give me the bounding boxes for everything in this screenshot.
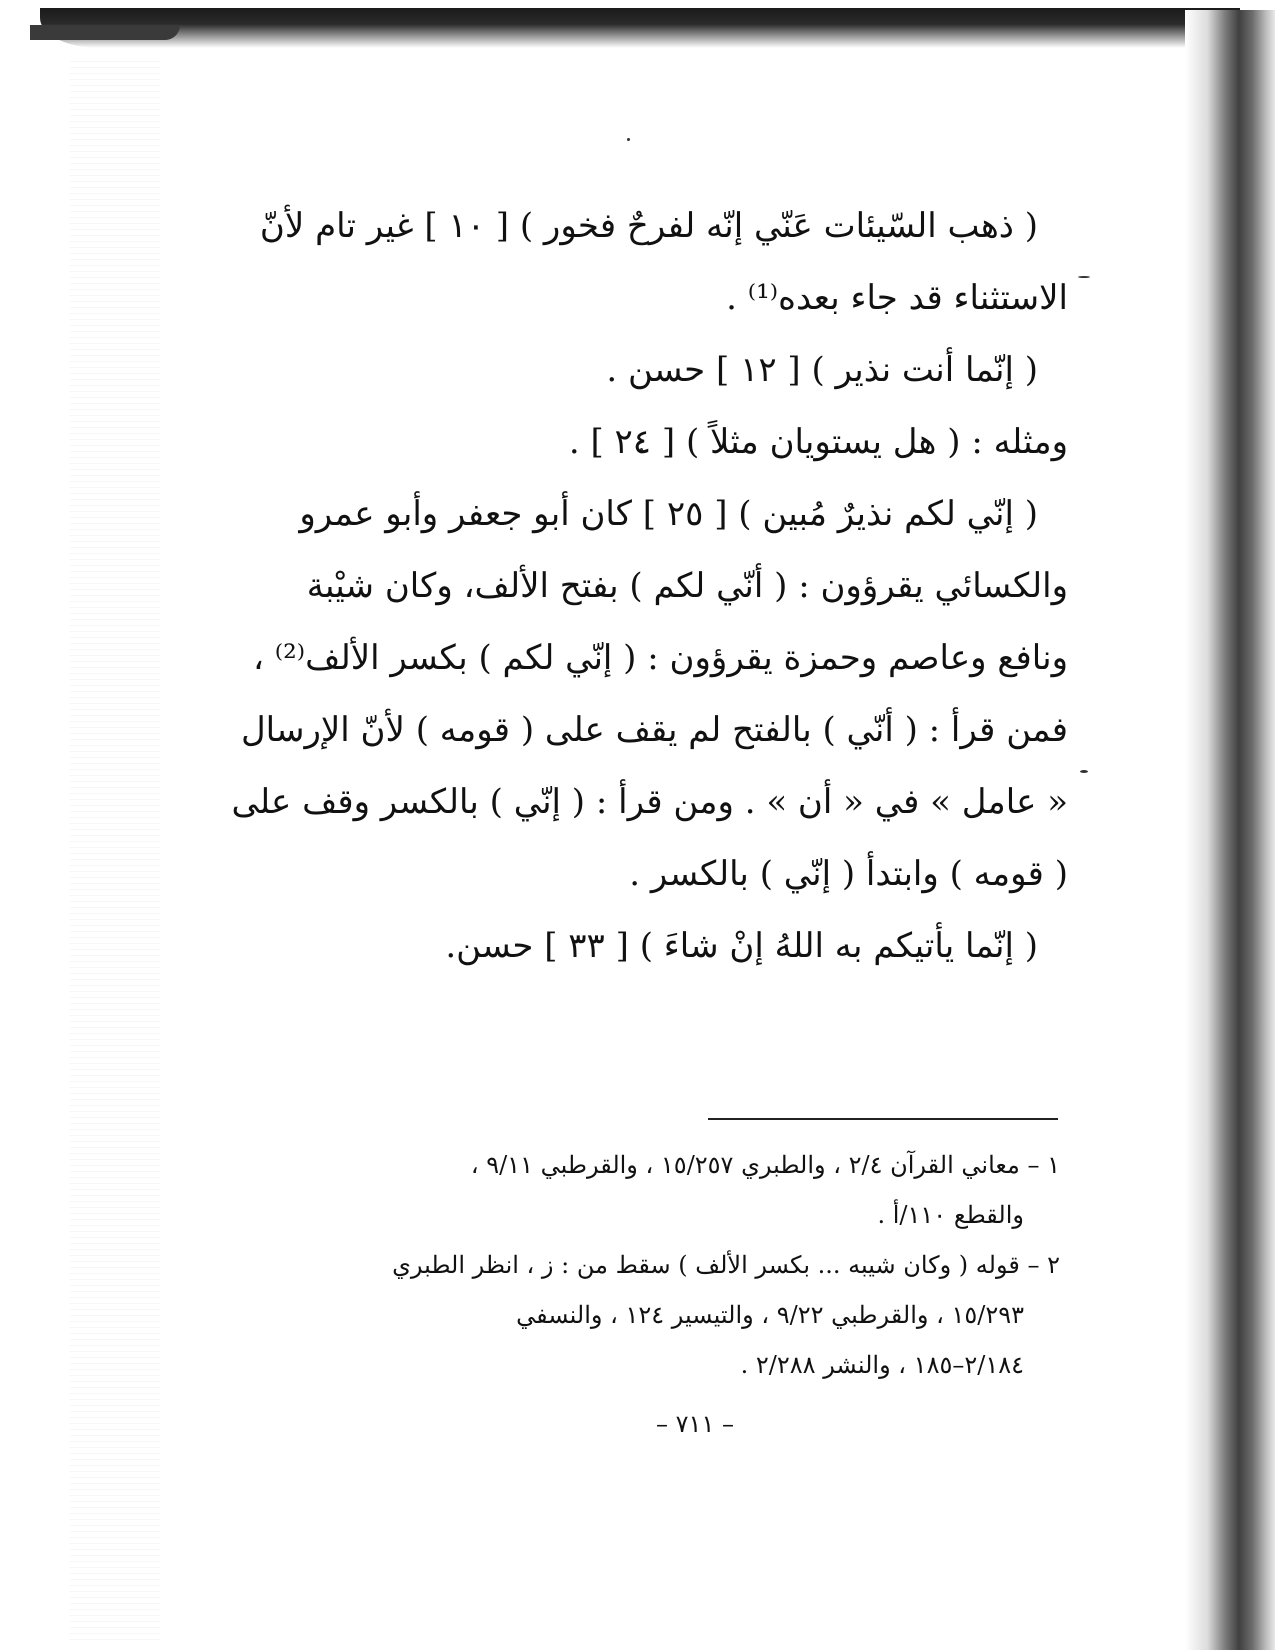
footnote-separator bbox=[708, 1118, 1058, 1120]
footnotes-block bbox=[310, 1140, 1060, 1390]
scan-left-noise bbox=[70, 60, 160, 1640]
footnote-line: ١٥/٢٩٣ ، والقرطبي ٩/٢٢ ، والتيسير ١٢٤ ، والنسفي bbox=[516, 1301, 1024, 1329]
text-line: ( إنّما أنت نذير ) [ ١٢ ] حسن . bbox=[606, 350, 1038, 390]
scan-top-shadow-curl bbox=[30, 25, 180, 40]
footnote-line: ١ – معاني القرآن ٢/٤ ، والطبري ١٥/٢٥٧ ، والقرطبي ٩/١١ ، bbox=[470, 1151, 1060, 1179]
footnote-line: ٢/١٨٤–١٨٥ ، والنشر ٢/٢٨٨ . bbox=[740, 1351, 1024, 1379]
text-line: ( ذهب السّيئات عَنّي إنّه لفرحٌ فخور ) [ ١٠ ] غير تام لأنّ bbox=[259, 206, 1038, 246]
text-line: الاستثناء قد جاء بعده⁽¹⁾ . bbox=[726, 278, 1068, 318]
text-line: « عامل » في « أن » . ومن قرأ : ( إنّي ) بالكسر وقف على bbox=[231, 782, 1068, 822]
scan-speck bbox=[1080, 770, 1088, 773]
book-spine-shadow bbox=[1185, 10, 1275, 1650]
scan-top-shadow bbox=[40, 8, 1240, 48]
page-number: – ٧١١ – bbox=[656, 1410, 734, 1438]
scan-speck bbox=[627, 138, 630, 141]
scan-speck bbox=[1078, 276, 1090, 278]
text-line: ( إنّما يأتيكم به اللهُ إنْ شاءَ ) [ ٣٣ ] حسن. bbox=[445, 926, 1038, 966]
text-line: ( إنّي لكم نذيرٌ مُبين ) [ ٢٥ ] كان أبو جعفر وأبو عمرو bbox=[299, 494, 1038, 534]
text-line: ( قومه ) وابتدأ ( إنّي ) بالكسر . bbox=[629, 854, 1068, 894]
text-line: ونافع وعاصم وحمزة يقرؤون : ( إنّي لكم ) بكسر الألف⁽²⁾ ، bbox=[253, 638, 1068, 678]
text-line: والكسائي يقرؤون : ( أنّي لكم ) بفتح الألف، وكان شيْبة bbox=[306, 566, 1068, 606]
text-line: ومثله : ( هل يستويان مثلاً ) [ ٢٤ ] . bbox=[568, 422, 1068, 462]
footnote-line: والقطع ١١٠/أ . bbox=[877, 1201, 1024, 1229]
text-line: فمن قرأ : ( أنّي ) بالفتح لم يقف على ( قومه ) لأنّ الإرسال bbox=[240, 710, 1068, 750]
footnote-line: ٢ – قوله ( وكان شيبه ... بكسر الألف ) سقط من : ز ، انظر الطبري bbox=[392, 1251, 1060, 1279]
main-text-block bbox=[231, 190, 1068, 982]
